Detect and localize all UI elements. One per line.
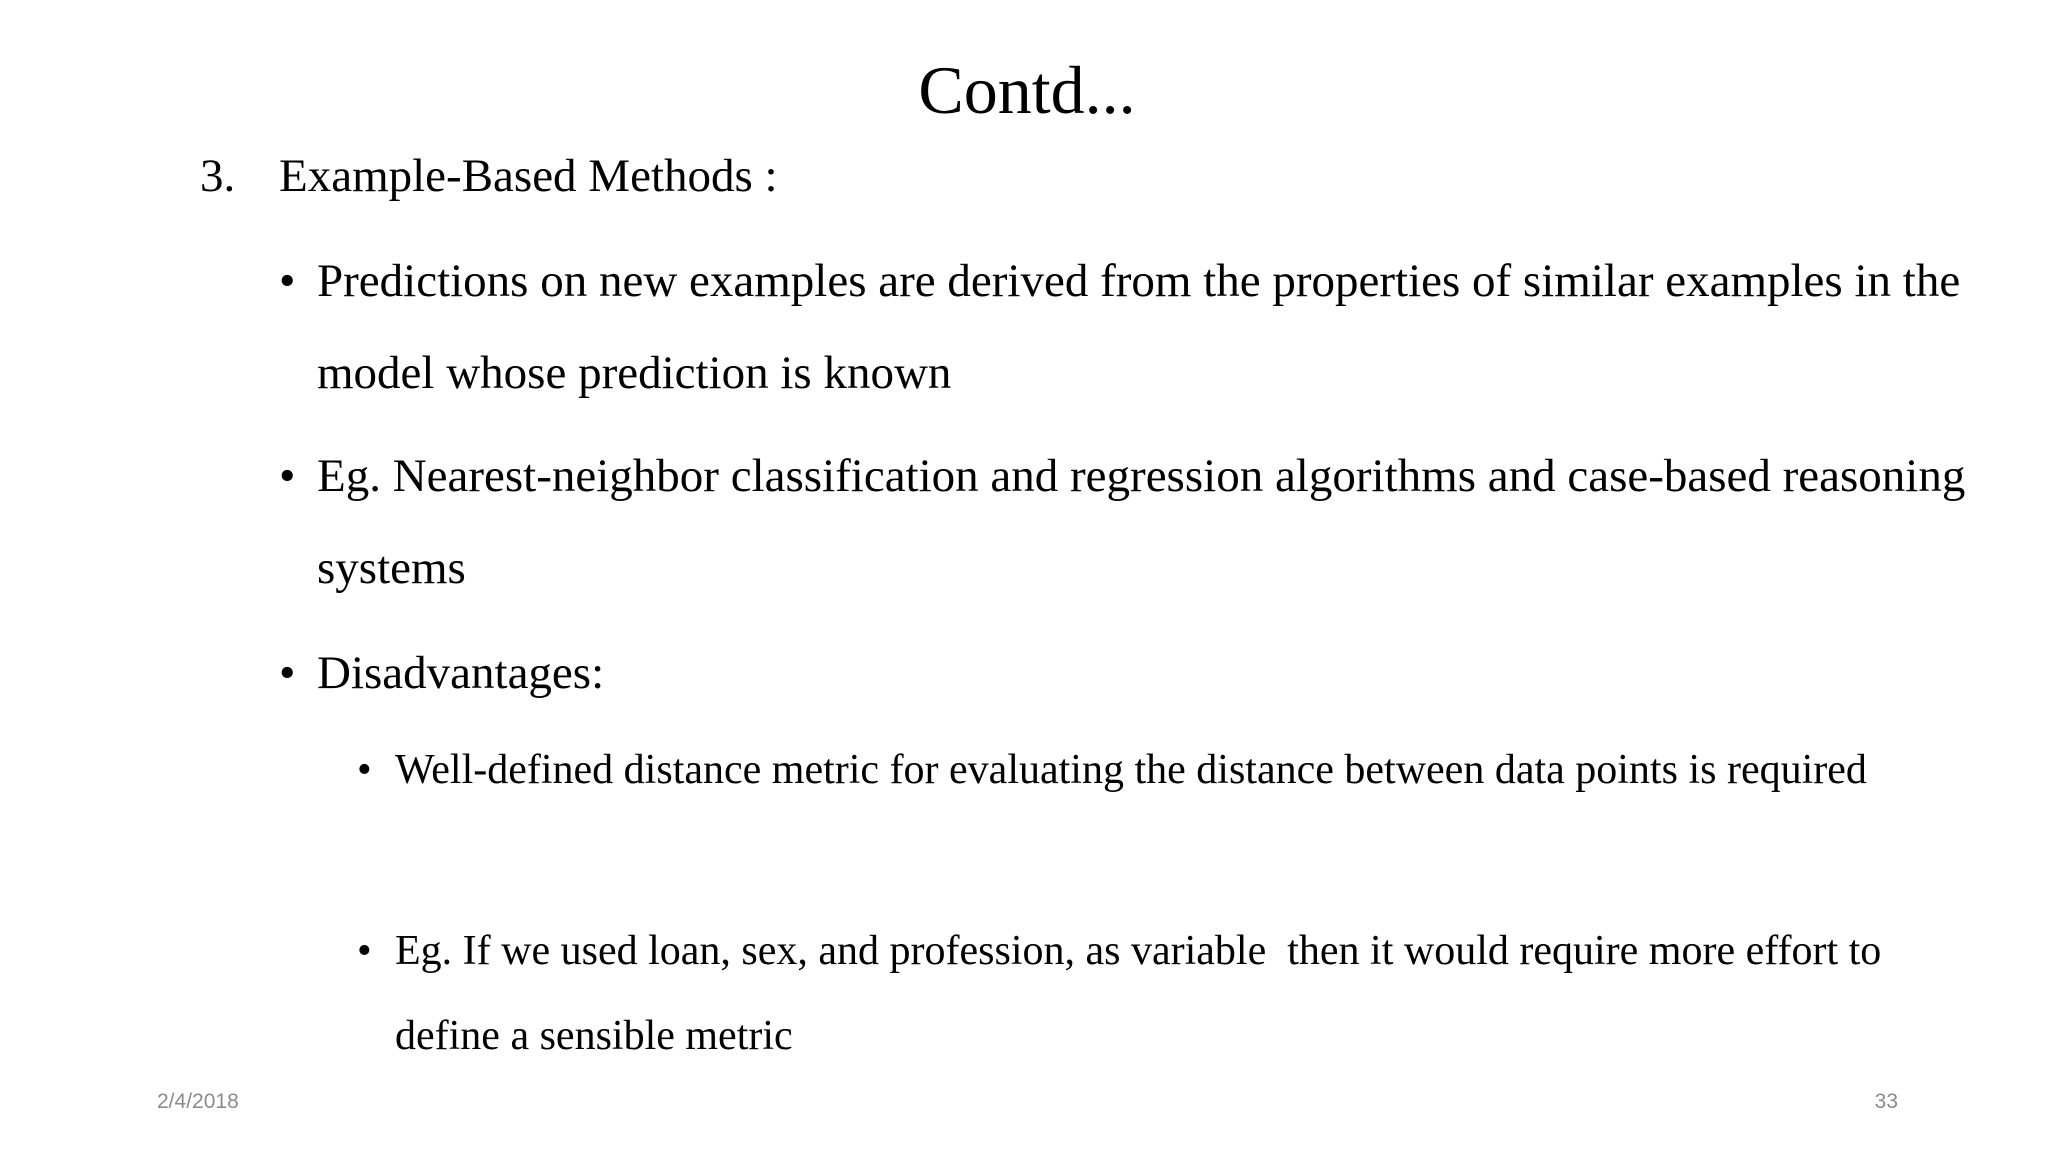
bullet-text: Predictions on new examples are derived from the properties of similar examples in the model whose prediction is known: [317, 255, 1961, 399]
bullet-item: [279, 430, 2007, 614]
sub-bullet-item: [357, 728, 1957, 813]
bullet-icon: •: [279, 450, 296, 502]
section-heading: [200, 150, 778, 202]
slide-title: Contd...: [918, 52, 1136, 128]
bullet-icon: •: [357, 928, 372, 974]
bullet-item: [279, 627, 2007, 719]
bullet-item: [279, 235, 2007, 419]
sub-bullet-text: Well-defined distance metric for evaluating the distance between data points is required: [395, 747, 1867, 793]
footer-page-number: 33: [1874, 1090, 1898, 1113]
bullet-icon: •: [279, 255, 296, 307]
bullet-icon: •: [357, 747, 372, 793]
section-number: 3.: [200, 150, 236, 202]
sub-bullet-item: [357, 909, 1957, 1079]
bullet-icon: •: [279, 647, 296, 699]
sub-bullet-text: Eg. If we used loan, sex, and profession, as variable then it would require more effort to define a sensible metric: [395, 928, 1892, 1059]
footer-date: 2/4/2018: [157, 1090, 239, 1113]
bullet-text: Disadvantages:: [317, 647, 605, 699]
bullet-text: Eg. Nearest-neighbor classification and regression algorithms and case-based reasoning systems: [317, 450, 1966, 594]
section-heading-text: Example-Based Methods :: [279, 150, 778, 202]
